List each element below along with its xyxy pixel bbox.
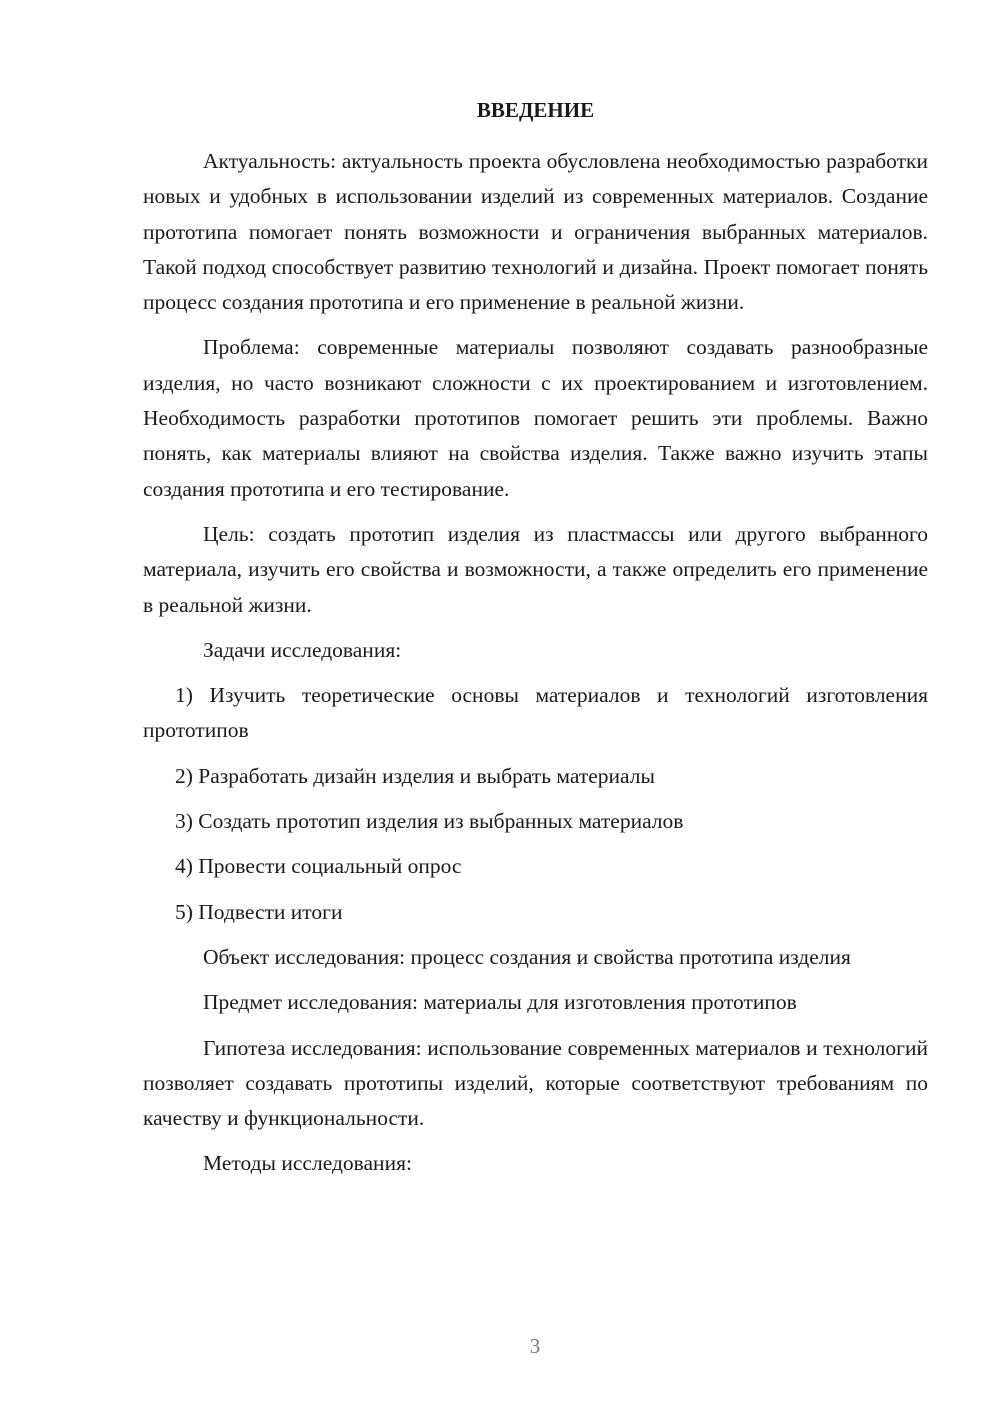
problem-paragraph: Проблема: современные материалы позволяют создавать разнообразные изделия, но часто возникают сложности с их проектированием и изготовлением. Необходимость разработки прототипов помогает решить эти проблемы. Важно понять, как материалы влияют на свойства изделия. Также важно изучить этапы создания прототипа и его тестирование. — [143, 335, 928, 501]
object-paragraph: Объект исследования: процесс создания и свойства прототипа изделия — [203, 944, 851, 969]
task-item: 4) Провести социальный опрос — [175, 854, 462, 879]
page-number: 3 — [529, 1334, 541, 1358]
section-title: ВВЕДЕНИЕ — [476, 98, 595, 122]
task-item: 1) Изучить теоретические основы материалов и технологий изготовления прототипов — [143, 683, 928, 743]
goal-paragraph: Цель: создать прототип изделия из пластмассы или другого выбранного материала, изучить его свойства и возможности, а также определить его применение в реальной жизни. — [143, 521, 928, 617]
task-item: 3) Создать прототип изделия из выбранных материалов — [175, 809, 684, 834]
tasks-heading: Задачи исследования: — [203, 637, 402, 662]
task-item: 2) Разработать дизайн изделия и выбрать материалы — [175, 763, 655, 788]
relevance-paragraph: Актуальность: актуальность проекта обусловлена необходимостью разработки новых и удобных в использовании изделий из современных материалов. Создание прототипа помогает понять возможности и ограничения выбранных материалов. Такой подход способствует развитию технологий и дизайна. Проект помогает понять процесс создания прототипа и его применение в реальной жизни. — [143, 149, 928, 315]
hypothesis-paragraph: Гипотеза исследования: использование современных материалов и технологий позволяет создавать прототипы изделий, которые соответствуют требованиям по качеству и функциональности. — [143, 1035, 928, 1131]
task-item: 5) Подвести итоги — [175, 899, 343, 924]
methods-heading: Методы исследования: — [203, 1151, 412, 1176]
subject-paragraph: Предмет исследования: материалы для изготовления прототипов — [203, 990, 797, 1015]
document-page — [143, 95, 928, 1192]
